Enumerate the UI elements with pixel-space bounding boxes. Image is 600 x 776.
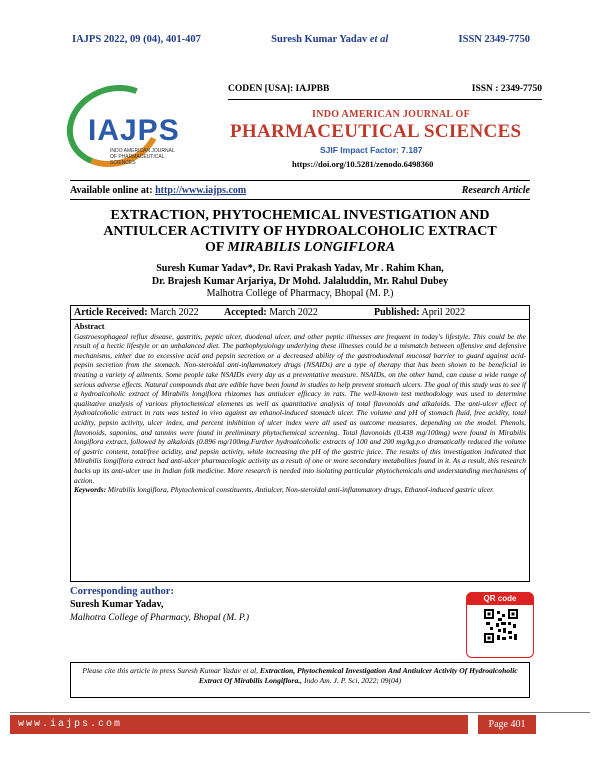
footer-url[interactable]: www.iajps.com bbox=[10, 715, 468, 734]
corr-heading: Corresponding author: bbox=[70, 586, 174, 597]
footer-divider bbox=[10, 712, 590, 713]
impact-factor: SJIF Impact Factor: 7.187 bbox=[320, 145, 423, 155]
article-title: EXTRACTION, PHYTOCHEMICAL INVESTIGATION AND ANTIULCER ACTIVITY OF HYDROALCOHOLIC EXTRACT OF MIRABILIS LONGIFLORA bbox=[103, 208, 497, 255]
journal-name-main: PHARMACEUTICAL SCIENCES bbox=[230, 121, 522, 142]
available-online: Available online at: http://www.iajps.com bbox=[70, 184, 247, 196]
affiliation: Malhotra College of Pharmacy, Bhopal (M. P.) bbox=[206, 288, 394, 299]
keywords: Keywords: Mirabilis longiflora, Phytochemical constituents, Antiulcer, Non-steroidal anti-inflammatory drugs, Ethanol-induced gastric ulcer. bbox=[74, 485, 495, 495]
article-dates: Article Received: March 2022 Accepted: March 2022 Published: April 2022 bbox=[70, 305, 530, 320]
corresponding-author bbox=[70, 586, 249, 623]
running-header bbox=[72, 34, 530, 45]
availability-bar bbox=[70, 180, 530, 200]
logo-subtitle: INDO AMERICAN JOURNAL OF PHARMACEUTICAL SCIENCES bbox=[110, 148, 175, 166]
footer-page-number: Page 401 bbox=[478, 715, 536, 734]
authors: Suresh Kumar Yadav*, Dr. Ravi Prakash Yadav, Mr . Rahim Khan, Dr. Brajesh Kumar Arjariya, Dr Mohd. Jalaluddin, Mr. Rahul Dubey bbox=[151, 263, 449, 287]
abstract-heading: Abstract bbox=[74, 322, 105, 331]
abstract-text: Gastroesophageal reflux disease, gastritis, peptic ulcer, duodenal ulcer, and other peptic illnesses are frequent in today's lifestyle. This could be the result of a hectic lifestyle or an unbalanced diet. The pathophysiology underlying these illnesses could be a mismatch between offensive and defensive mechanisms, either due to excessive acid and pepsin secretion or a decreased ability of the gastroduodenal mucosal barrier to guard against acid-pepsin secretion from the stomach. Non-steroidal anti-inflammatory drugs (NSAIDs) are a type of therapy that has been shown to be beneficial in treating a variety of ailments. Some people take NSAIDs every day as a preventative measure. NSAIDs, on the other hand, can cause a wide range of serious adverse effects. Natural compounds that are edible have been found in studies to help prevent stomach ulcers. The goal of this study was to see if a hydroalcoholic extract of Mirabilis longiflora rhizomes has antiulcer efficacy in rats. The well-known test methodology was used to determine qualitative analysis of various phytochemical elements as well as quantitative analysis of total flavonoids and alkaloids. The anti-ulcer effect of hydroalcoholic extract in rats was tested in vivo against an ethanol-induced stomach ulcer. The volume and pH of stomach fluid, free acidity, total acidity, pepsin activity, ulcer index, and percent inhibition of ulcer index were all used as outcome measures, depending on the model. Phenols, flavonoids, saponins, and tannins were found in preliminary phytochemical screening. Total flavonoids (0.438 mg/100mg) were found in Mirabilis longiflora extract, followed by alkaloids (0.896 mg/100mg.Further hydroalcoholic extracts of 100 and 200 mg/kg.p.o dramatically reduced the volume of gastric content, total/free acidity, and pepsin activity, while increasing the pH of the gastric juice. The results of this investigation indicated that Mirabilis longiflora extract had anti-ulcer pharmacologic activity as a result of one or more secondary metabolites found in it. As a result, this research backs up its anti-ulcer use in Indian folk medicine. More research is needed into isolating particular phytochemicals and understanding mechanisms of action. bbox=[74, 331, 526, 485]
qr-code bbox=[466, 592, 534, 658]
divider bbox=[228, 99, 542, 100]
header-citation: IAJPS 2022, 09 (04), 401-407 bbox=[72, 34, 201, 45]
issn: ISSN : 2349-7750 bbox=[471, 84, 542, 94]
logo-word: IAJPS bbox=[88, 114, 180, 147]
coden: CODEN [USA]: IAJPBB bbox=[228, 84, 330, 94]
doi-link[interactable]: https://doi.org/10.5281/zenodo.6498360 bbox=[292, 159, 434, 169]
header-issn: ISSN 2349-7750 bbox=[458, 34, 530, 45]
qr-code-icon bbox=[484, 609, 518, 643]
journal-url-link[interactable]: http://www.iajps.com bbox=[155, 184, 247, 196]
header-author: Suresh Kumar Yadav et al bbox=[271, 34, 389, 45]
qr-label: QR code bbox=[467, 592, 533, 605]
abstract-box bbox=[70, 320, 530, 582]
corr-affiliation: Malhotra College of Pharmacy, Bhopal (M. P.) bbox=[70, 613, 249, 623]
article-type: Research Article bbox=[461, 184, 530, 196]
corr-name: Suresh Kumar Yadav, bbox=[70, 599, 164, 610]
journal-masthead bbox=[62, 78, 542, 176]
citation-box: Please cite this article in press Suresh Kumar Yadav et al, Extraction, Phytochemical Investigation And Antiulcer Activity Of Hydroalcoholic Extract Of Mirabilis Longiflora., Indo Am. J. P. Sci, 2022; 09(04) bbox=[70, 662, 530, 698]
journal-logo bbox=[62, 84, 202, 176]
journal-name-top: INDO AMERICAN JOURNAL OF bbox=[312, 109, 471, 120]
